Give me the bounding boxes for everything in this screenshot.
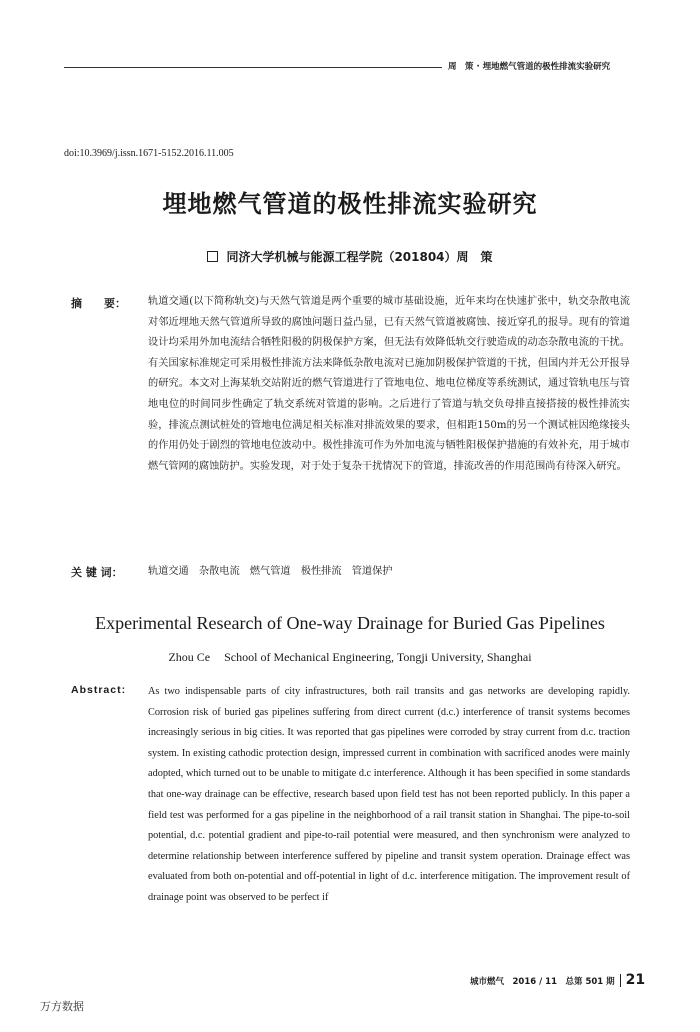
abstract-en-label: Abstract: [71,684,127,696]
footer-journal-info: 城市燃气 2016 / 11 总第 501 期 [470,977,615,987]
author-affiliation-en: School of Mechanical Engineering, Tongji University, Shanghai [224,650,532,664]
author-line-en [0,650,700,665]
abstract-en-text: As two indispensable parts of city infrastructures, both rail transits and gas networks are developing rapidly. Corrosion risk of buried gas pipelines suffering from direct current (d.c.) interference of transit systems becomes increasingly serious in big cities. It was reported that gas pipelines were corroded by stray current from d.c. traction system. In existing cathodic protection design, impressed current in combination with sacrificed anodes were mainly adopted, which turned out to be unable to mitigate d.c interference. Although it has been specified in some standards that one-way drainage can be effective, research based upon field test has not been reported publicly. In this paper a field test was performed for a gas pipeline in the neighborhood of a rail transit station in Shanghai. The pipe-to-soil potential, d.c. potential gradient and pipe-to-rail potential were measured, and then synchronism were analyzed to determine relationship between interference suffered by pipeline and transit system operation. Drainage effect was evaluated from both on-potential and off-potential in light of d.c. interference mitigation. The improvement result of drainage point was observed to be perfect if [148,686,630,903]
square-bullet-icon [207,251,218,262]
article-title-cn: 埋地燃气管道的极性排流实验研究 [162,189,538,218]
author-cn: 同济大学机械与能源工程学院（201804）周 策 [226,250,493,264]
header-rule [64,67,442,68]
running-title: 周 策 · 埋地燃气管道的极性排流实验研究 [448,62,611,72]
doi-text[interactable]: doi:10.3969/j.issn.1671-5152.2016.11.005 [64,148,234,159]
author-line-cn [0,248,700,265]
footer-divider [620,974,621,987]
author-name-en: Zhou Ce [168,650,211,664]
page-footer [470,972,645,988]
abstract-cn-label: 摘 要： [71,297,126,310]
keywords-cn-text: 轨道交通 杂散电流 燃气管道 极性排流 管道保护 [148,566,393,577]
keywords-cn-label: 关 键 词： [71,566,123,579]
watermark: 万方数据 [40,1000,84,1013]
abstract-cn-text: 轨道交通(以下简称轨交)与天然气管道是两个重要的城市基础设施，近年来均在快速扩张中，轨交杂散电流对邻近埋地天然气管道所导致的腐蚀问题日益凸显，已有天然气管道被腐蚀、接近穿孔的报导。现有的管道设计均采用外加电流结合牺牲阳极的阴极保护方案，但无法有效降低轨交行驶造成的动态杂散电流的干扰。有关国家标准规定可采用极性排流方法来降低杂散电流对已施加阴极保护管道的干扰，但国内并无公开报导的研究。本文对上海某轨交站附近的燃气管道进行了管地电位、地电位梯度等系统测试，通过管轨电压与管地电位的时间同步性确定了轨交系统对管道的影响。之后进行了管道与轨交负母排直接搭接的极性排流实验，排流点测试桩处的管地电位满足相关标准对排流效果的要求，但相距150m的另一个测试桩因绝缘接头的作用仍处于剧烈的管地电位波动中。极性排流可作为外加电流与牺牲阳极保护措施的有效补充，用于城市燃气管网的腐蚀防护。实验发现，对于处于复杂干扰情况下的管道，排流改善的作用范围尚有待深入研究。 [148,296,630,472]
article-title-en: Experimental Research of One-way Drainage for Buried Gas Pipelines [95,613,605,633]
page-number: 21 [625,972,646,988]
